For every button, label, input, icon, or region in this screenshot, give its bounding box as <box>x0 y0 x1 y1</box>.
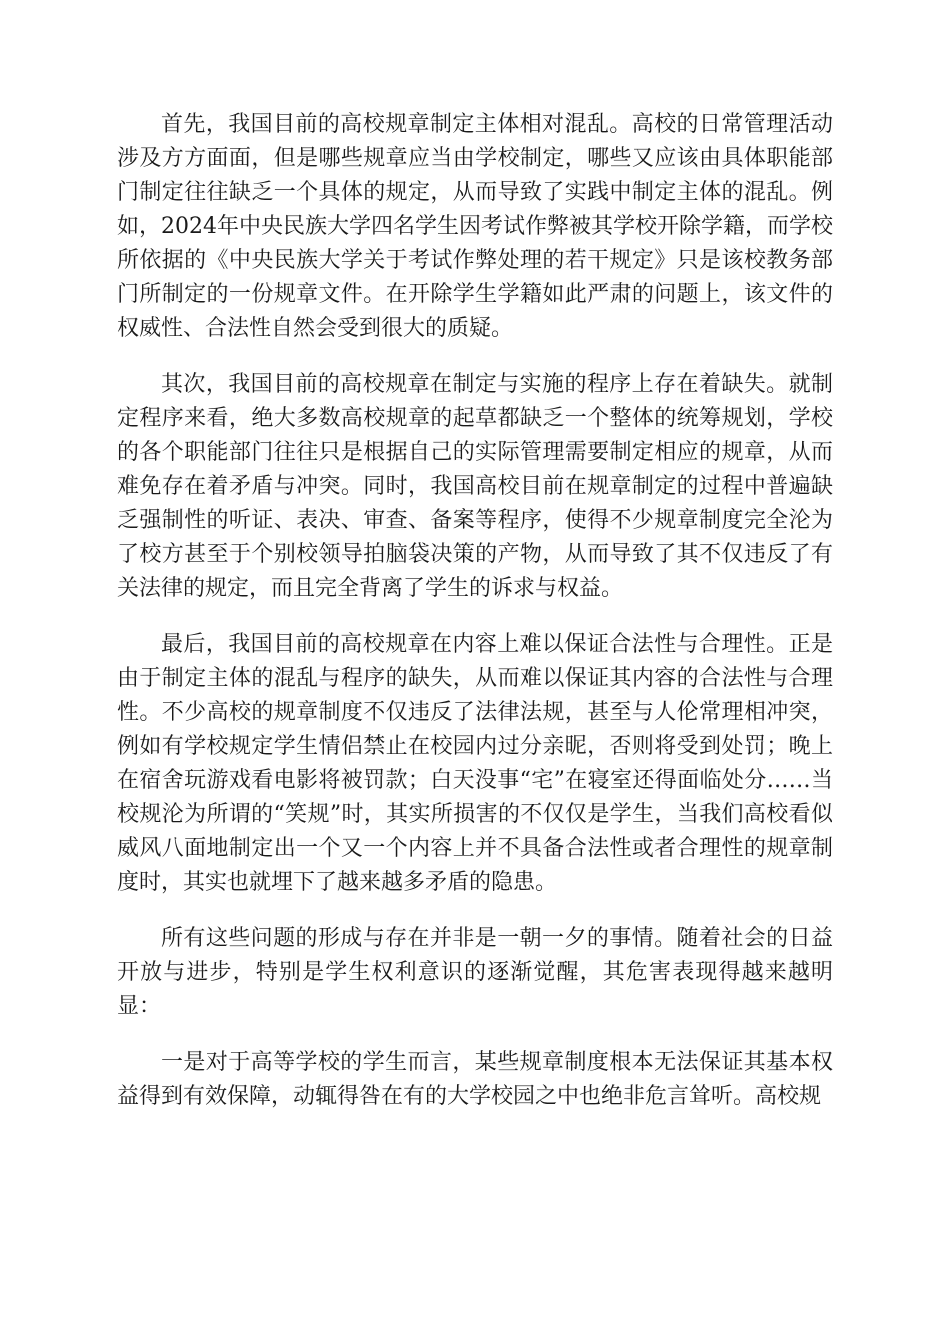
paragraph-5: 一是对于高等学校的学生而言，某些规章制度根本无法保证其基本权益得到有效保障，动辄得咎在有的大学校园之中也绝非危言耸听。高校规 <box>117 1050 833 1109</box>
paragraph-4: 所有这些问题的形成与存在并非是一朝一夕的事情。随着社会的日益开放与进步，特别是学生权利意识的逐渐觉醒，其危害表现得越来越明显： <box>117 926 833 1019</box>
document-body <box>117 108 833 1114</box>
paragraph-3: 最后，我国目前的高校规章在内容上难以保证合法性与合理性。正是由于制定主体的混乱与程序的缺失，从而难以保证其内容的合法性与合理性。不少高校的规章制度不仅违反了法律法规，甚至与人伦常理相冲突，例如有学校规定学生情侣禁止在校园内过分亲昵，否则将受到处罚；晚上在宿舍玩游戏看电影将被罚款；白天没事“宅”在寝室还得面临处分……当校规沦为所谓的“笑规”时，其实所损害的不仅仅是学生，当我们高校看似威风八面地制定出一个又一个内容上并不具备合法性或者合理性的规章制度时，其实也就埋下了越来越多矛盾的隐患。 <box>117 632 833 895</box>
paragraph-1: 首先，我国目前的高校规章制定主体相对混乱。高校的日常管理活动涉及方方面面，但是哪些规章应当由学校制定，哪些又应该由具体职能部门制定往往缺乏一个具体的规定，从而导致了实践中制定主体的混乱。例如，2024年中央民族大学四名学生因考试作弊被其学校开除学籍，而学校所依据的《中央民族大学关于考试作弊处理的若干规定》只是该校教务部门所制定的一份规章文件。在开除学生学籍如此严肃的问题上，该文件的权威性、合法性自然会受到很大的质疑。 <box>117 112 833 341</box>
paragraph-2: 其次，我国目前的高校规章在制定与实施的程序上存在着缺失。就制定程序来看，绝大多数高校规章的起草都缺乏一个整体的统筹规划，学校的各个职能部门往往只是根据自己的实际管理需要制定相应的规章，从而难免存在着矛盾与冲突。同时，我国高校目前在规章制定的过程中普遍缺乏强制性的听证、表决、审查、备案等程序，使得不少规章制度完全沦为了校方甚至于个别校领导拍脑袋决策的产物，从而导致了其不仅违反了有关法律的规定，而且完全背离了学生的诉求与权益。 <box>117 372 833 601</box>
